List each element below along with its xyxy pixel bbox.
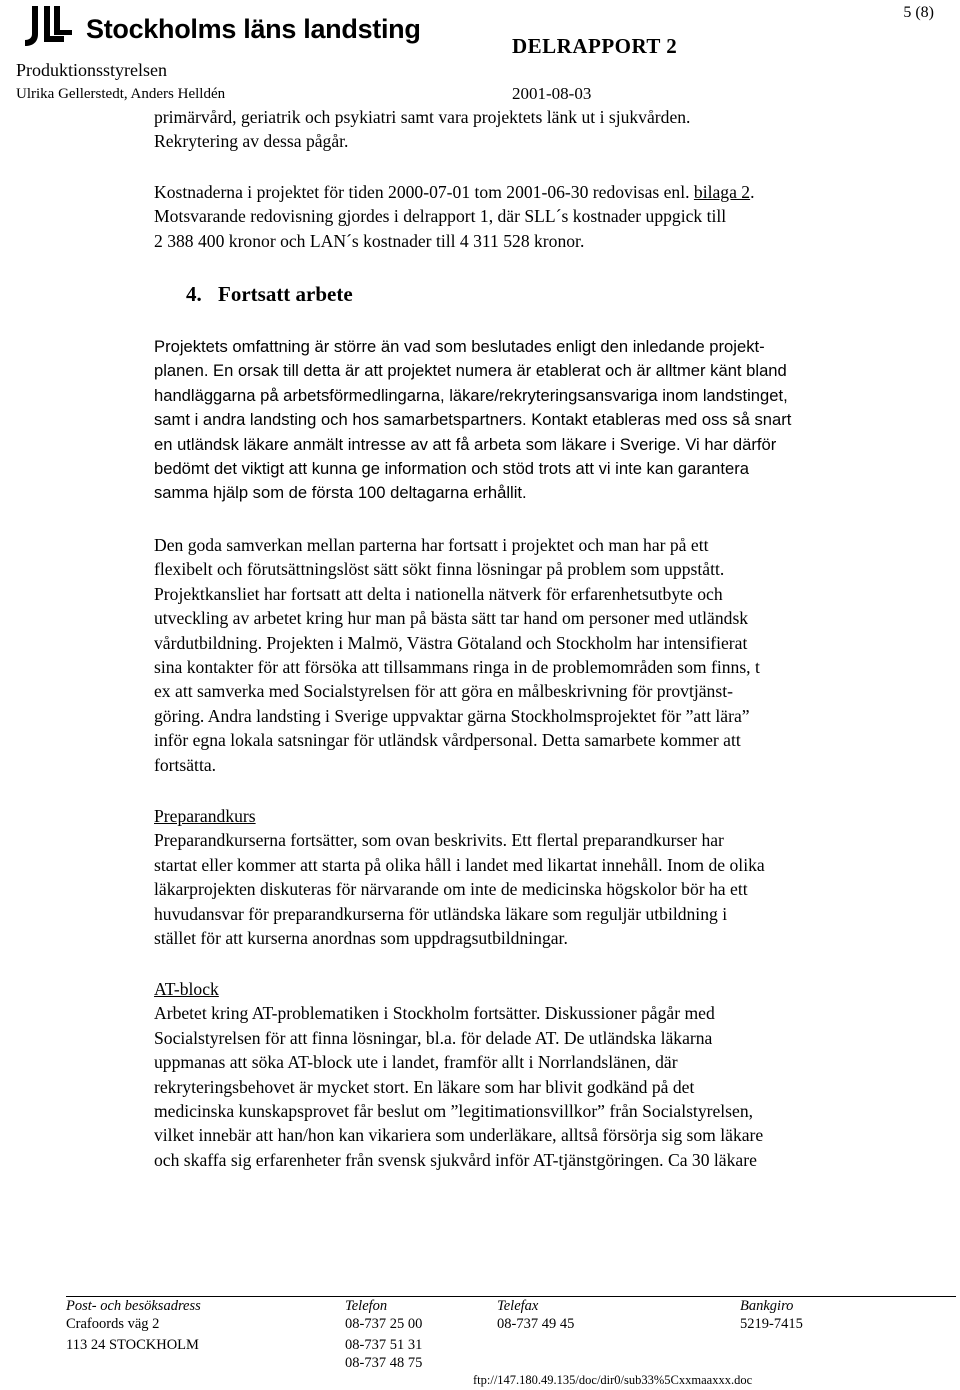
footer-divider — [66, 1296, 956, 1297]
report-title: DELRAPPORT 2 — [512, 34, 678, 58]
at-block-section — [154, 977, 914, 1172]
authors: Ulrika Gellerstedt, Anders Helldén — [16, 86, 226, 102]
section-number: 4. — [186, 282, 202, 306]
text-line: fortsätta. — [154, 754, 217, 775]
org-name: Stockholms läns landsting — [86, 14, 421, 44]
text-line: Preparandkurserna fortsätter, som ovan beskrivits. Ett flertal preparandkurser har — [154, 830, 724, 851]
text-line: läkarprojekten diskuteras för närvarande om inte de medicinska högskolor bör ha ett — [154, 879, 748, 900]
section4-paragraph-2 — [154, 533, 914, 777]
text-line: vårdutbildning. Projekten i Malmö, Västra Götaland och Stockholm har intensifierat — [154, 632, 748, 653]
text-line: Projektkansliet har fortsatt att delta i nationella nätverk för erfarenhetsutbyte och — [154, 583, 723, 604]
text-line: vilket innebär att han/hon kan vikariera som underläkare, alltså försörja sig som läkare — [154, 1125, 764, 1146]
text-line: uppmanas att söka AT-block ute i landet, framför allt i Norrlandslänen, där — [154, 1052, 678, 1073]
text-line: startat eller kommer att starta på olika håll i landet med likartat innehåll. Inom de olika — [154, 854, 765, 875]
text-line: Projektets omfattning är större än vad som beslutades enligt den inledande projekt- — [154, 337, 765, 356]
text-line: Rekrytering av dessa pågår. — [154, 131, 349, 152]
footer-phone: 08-737 25 00 — [345, 1316, 423, 1332]
footer-bank: 5219-7415 — [740, 1316, 803, 1332]
text-line: Socialstyrelsen för att finna lösningar, bl.a. för delade AT. De utländska läkarna — [154, 1027, 713, 1048]
footer-phone: 08-737 48 75 — [345, 1355, 423, 1371]
text-line — [154, 180, 914, 204]
costs-text: Kostnaderna i projektet för tiden 2000-07-01 tom 2001-06-30 redovisas enl. — [154, 182, 694, 202]
subsection-heading: Preparandkurs — [154, 806, 256, 826]
text-line: primärvård, geriatrik och psykiatri samt vara projektets länk ut i sjukvården. — [154, 107, 691, 127]
text-line: 2 388 400 kronor och LAN´s kostnader till 4 311 528 kronor. — [154, 230, 585, 251]
text-line: Den goda samverkan mellan parterna har fortsatt i projektet och man har på ett — [154, 535, 709, 555]
text-line: göring. Andra landsting i Sverige uppvaktar gärna Stockholmsprojektet för ”att lära” — [154, 705, 750, 726]
footer-phone: 08-737 51 31 — [345, 1337, 423, 1353]
footer-address-line: Crafoords väg 2 — [66, 1316, 160, 1332]
sll-logo-icon — [22, 4, 76, 48]
footer-address-line: 113 24 STOCKHOLM — [66, 1337, 199, 1353]
text-line: och skaffa sig erfarenheter från svensk sjukvård inför AT-tjänstgöringen. Ca 30 läkare — [154, 1149, 757, 1170]
footer-bank-label: Bankgiro — [740, 1298, 794, 1314]
bilaga-link[interactable]: bilaga 2 — [693, 182, 751, 202]
footer-phone-label: Telefon — [345, 1298, 388, 1314]
page-number: 5 (8) — [903, 4, 934, 21]
subsection-heading: AT-block — [154, 979, 219, 999]
text-line: stället för att kurserna anordnas som uppdragsutbildningar. — [154, 928, 568, 949]
text-line: inför egna lokala satsningar för utländsk vårdpersonal. Detta samarbete kommer att — [154, 730, 741, 751]
footer-fax: 08-737 49 45 — [497, 1316, 575, 1332]
text-line: Arbetet kring AT-problematiken i Stockholm fortsätter. Diskussioner pågår med — [154, 1003, 715, 1024]
footer-address-label: Post- och besöksadress — [66, 1298, 201, 1314]
text-line: medicinska kunskapsprovet får beslut om ”legitimationsvillkor” från Socialstyrelsen, — [154, 1101, 754, 1122]
text-line: sina kontakter för att försöka att tillsammans ringa in de problemområden som finns, t — [154, 657, 760, 678]
text-line: utveckling av arbetet kring hur man på bästa sätt tar hand om personer med utländsk — [154, 608, 749, 629]
preparandkurs-section — [154, 804, 914, 950]
intro-paragraph — [154, 105, 914, 154]
costs-paragraph — [154, 180, 914, 253]
section-heading — [186, 282, 353, 307]
section4-paragraph-1 — [154, 335, 914, 506]
text-line: Motsvarande redovisning gjordes i delrapport 1, där SLL´s kostnader uppgick till — [154, 206, 727, 227]
text-line: bedömt det viktigt att kunna ge information och stöd trots att vi inte kan garantera — [154, 459, 749, 479]
text-line: flexibelt och förutsättningslöst sätt sökt finna lösningar på problem som uppstått. — [154, 559, 725, 580]
footer-fax-label: Telefax — [497, 1298, 539, 1314]
report-date: 2001-08-03 — [512, 84, 592, 103]
text-line: rekryteringsbehovet är mycket stort. En läkare som har blivit godkänd på det — [154, 1076, 695, 1097]
section-title: Fortsatt arbete — [218, 282, 353, 306]
footer-file-path: ftp://147.180.49.135/doc/dir0/sub33%5Cxxmaaxxx.doc — [473, 1373, 753, 1387]
department: Produktionsstyrelsen — [16, 60, 167, 80]
text-line: planen. En orsak till detta är att projektet numera är etablerat och är alltmer känt bland — [154, 361, 787, 381]
text-line: samt i andra landsting och hos samarbetspartners. Kontakt etableras med oss så snart — [154, 410, 792, 430]
text-line: handläggarna på arbetsförmedlingarna, läkare/rekryteringsansvariga inom landstinget, — [154, 385, 788, 405]
text-line: huvudansvar för preparandkurserna för utländska läkare som reguljär utbildning i — [154, 903, 728, 924]
costs-text-end: . — [750, 182, 755, 202]
text-line: ex att samverka med Socialstyrelsen för att göra en målbeskrivning för provtjänst- — [154, 681, 733, 702]
text-line: en utländsk läkare anmält intresse av att få arbeta som läkare i Sverige. Vi har därför — [154, 434, 777, 454]
text-line: samma hjälp som de första 100 deltagarna erhållit. — [154, 483, 527, 503]
